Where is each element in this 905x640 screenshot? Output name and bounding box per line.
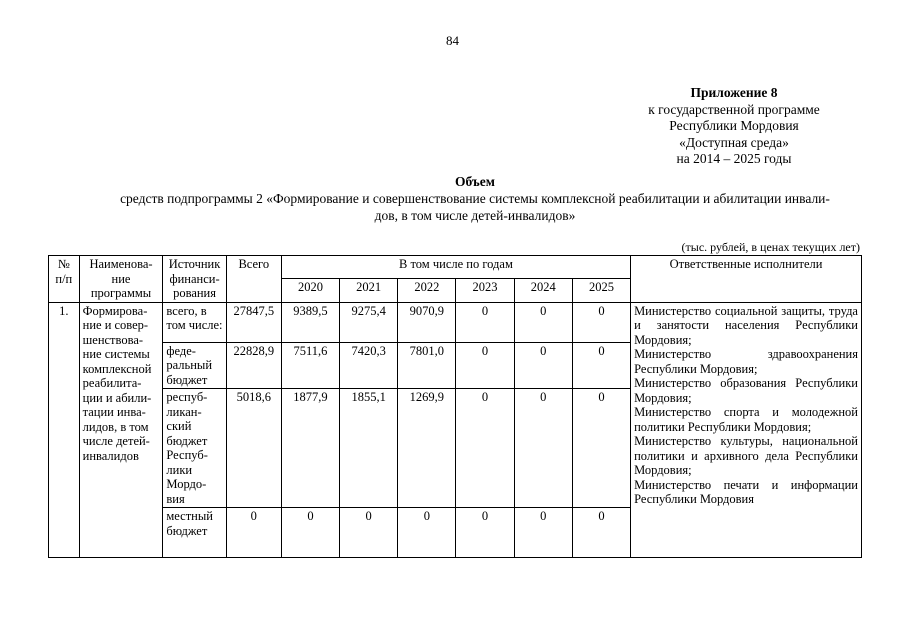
year-value: 9389,5 bbox=[281, 302, 339, 342]
appendix-line-4: на 2014 – 2025 годы bbox=[676, 151, 792, 166]
year-value: 0 bbox=[456, 302, 514, 342]
units-note: (тыс. рублей, в ценах текущих лет) bbox=[681, 240, 860, 254]
program-name: Формирова-ние и совер-шенствова-ние системы комплексной реабилита-ции и абили-тации инва-лидов, в том числе детей-инвалидов bbox=[79, 302, 163, 558]
responsible-item: Министерство спорта и молодежной политики Республики Мордовия; bbox=[634, 405, 858, 434]
heading-line-1: средств подпрограммы 2 «Формирование и совершенствование системы комплексной реабилитации и абилитации инвали- bbox=[120, 191, 830, 206]
year-value: 0 bbox=[456, 389, 514, 508]
total-cell: 27847,5 bbox=[226, 302, 281, 342]
header-year: 2022 bbox=[398, 279, 456, 302]
appendix-block bbox=[600, 85, 868, 168]
funding-table bbox=[48, 255, 862, 558]
year-value: 9275,4 bbox=[340, 302, 398, 342]
year-value: 0 bbox=[456, 508, 514, 558]
total-cell: 22828,9 bbox=[226, 342, 281, 389]
row-number: 1. bbox=[49, 302, 80, 558]
header-source: Источник финанси-рования bbox=[163, 256, 226, 303]
year-value: 0 bbox=[281, 508, 339, 558]
page-number: 84 bbox=[446, 33, 459, 48]
header-by-years: В том числе по годам bbox=[281, 256, 630, 279]
year-value: 7511,6 bbox=[281, 342, 339, 389]
header-year: 2025 bbox=[572, 279, 630, 302]
table-row bbox=[49, 302, 862, 342]
responsible-item: Министерство образования Республики Мордовия; bbox=[634, 376, 858, 405]
source-cell: местный бюджет bbox=[163, 508, 226, 558]
year-value: 0 bbox=[514, 389, 572, 508]
year-value: 0 bbox=[572, 508, 630, 558]
total-cell: 5018,6 bbox=[226, 389, 281, 508]
year-value: 7420,3 bbox=[340, 342, 398, 389]
year-value: 0 bbox=[572, 302, 630, 342]
source-cell: феде-ральный бюджет bbox=[163, 342, 226, 389]
year-value: 0 bbox=[456, 342, 514, 389]
header-year: 2023 bbox=[456, 279, 514, 302]
year-value: 0 bbox=[572, 389, 630, 508]
year-value: 0 bbox=[572, 342, 630, 389]
header-year: 2021 bbox=[340, 279, 398, 302]
appendix-line-1: к государственной программе bbox=[648, 101, 820, 117]
header-year: 2020 bbox=[281, 279, 339, 302]
responsible-executors bbox=[631, 302, 862, 558]
appendix-title: Приложение 8 bbox=[690, 85, 778, 100]
header-year: 2024 bbox=[514, 279, 572, 302]
year-value: 0 bbox=[514, 508, 572, 558]
header-row-1 bbox=[49, 256, 862, 279]
source-cell: всего, в том числе: bbox=[163, 302, 226, 342]
year-value: 0 bbox=[514, 302, 572, 342]
heading-line-2: дов, в том числе детей-инвалидов» bbox=[374, 208, 576, 223]
header-num: № п/п bbox=[49, 256, 80, 303]
document-heading bbox=[40, 173, 905, 224]
header-name: Наименова-ние программы bbox=[79, 256, 163, 303]
heading-title: Объем bbox=[455, 174, 495, 189]
source-cell: респуб-ликан-ский бюджет Респуб-лики Мордо-вия bbox=[163, 389, 226, 508]
responsible-item: Министерство печати и информации Республики Мордовия bbox=[634, 477, 858, 506]
year-value: 9070,9 bbox=[398, 302, 456, 342]
appendix-line-3: «Доступная среда» bbox=[679, 134, 789, 150]
year-value: 1877,9 bbox=[281, 389, 339, 508]
header-responsible: Ответственные исполнители bbox=[631, 256, 862, 303]
responsible-item: Министерство здравоохранения Республики Мордовия; bbox=[634, 347, 858, 376]
year-value: 0 bbox=[398, 508, 456, 558]
total-cell: 0 bbox=[226, 508, 281, 558]
responsible-item: Министерство социальной защиты, труда и занятости населения Республики Мордовия; bbox=[634, 303, 858, 347]
header-total: Всего bbox=[226, 256, 281, 303]
year-value: 1855,1 bbox=[340, 389, 398, 508]
year-value: 0 bbox=[514, 342, 572, 389]
year-value: 0 bbox=[340, 508, 398, 558]
appendix-line-2: Республики Мордовия bbox=[669, 118, 799, 133]
responsible-item: Министерство культуры, национальной политики и архивного дела Республики Мордовия; bbox=[634, 434, 858, 477]
year-value: 1269,9 bbox=[398, 389, 456, 508]
year-value: 7801,0 bbox=[398, 342, 456, 389]
